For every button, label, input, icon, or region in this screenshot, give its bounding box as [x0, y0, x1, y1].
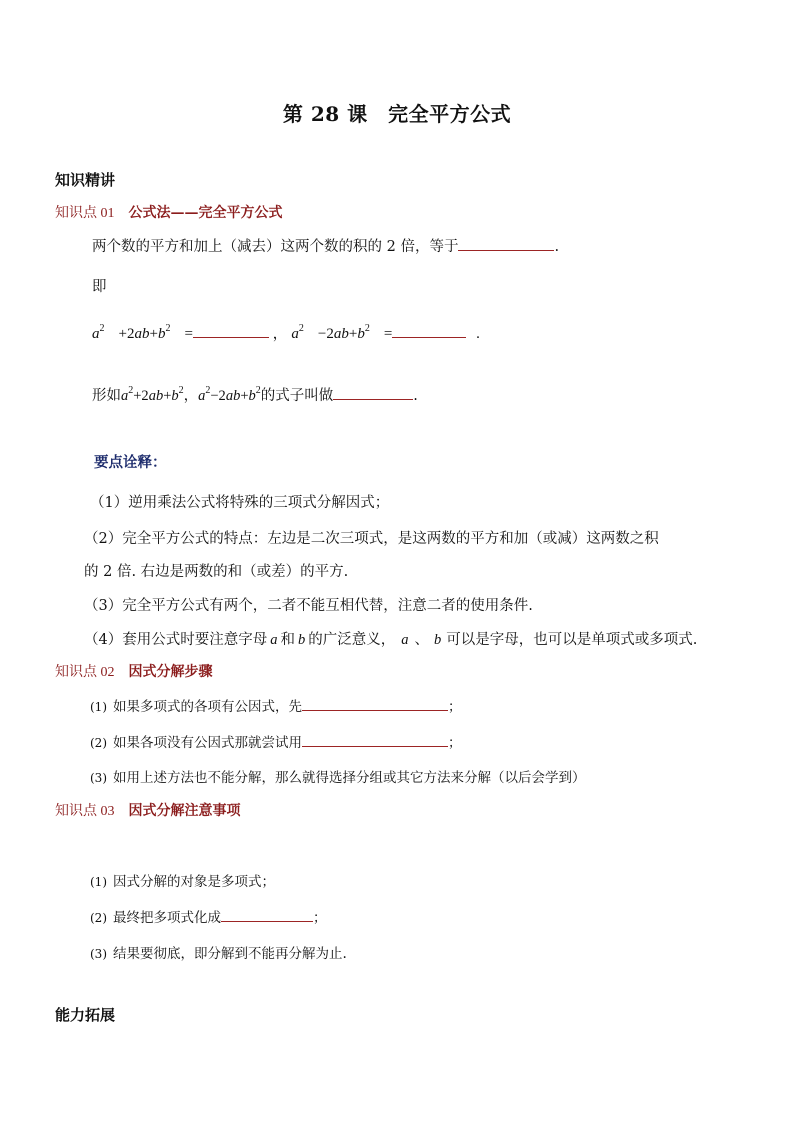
section-heading-ability: 能力拓展	[55, 1006, 116, 1024]
ji-label: 即	[92, 279, 107, 295]
note-item: (3) 结果要彻底，即分解到不能再分解为止.	[90, 946, 347, 962]
step-item: (2) 如果各项没有公因式那就尝试用 ；	[90, 731, 462, 751]
formula-plus: $a^2 +2ab+b^2$ =	[92, 326, 273, 342]
knowledge-point-03	[55, 800, 241, 820]
section-heading-knowledge: 知识精讲	[55, 171, 116, 189]
answer-blank[interactable]	[458, 236, 554, 251]
note-item: (1) 因式分解的对象是多项式；	[90, 874, 275, 890]
kp1-definition	[92, 235, 559, 256]
knowledge-point-01	[55, 202, 283, 222]
key-point-line: （1）逆用乘法公式将特殊的三项式分解因式；	[90, 495, 390, 511]
page-title: 第 28 课 完全平方公式	[282, 102, 512, 126]
knowledge-point-02	[55, 661, 213, 681]
answer-blank[interactable]	[392, 323, 466, 338]
key-points-heading: 要点诠释：	[94, 454, 167, 471]
kp-number: 知识点 03	[55, 804, 115, 819]
expression-minus: $a^2-2ab+b^2$	[198, 385, 261, 404]
formula-line: $a^2 +2ab+b^2$ = ， $a^2 -2ab+b^2$ = .	[92, 323, 480, 342]
step-item: (3) 如用上述方法也不能分解，那么就得选择分组或其它方法来分解（以后会学到）	[90, 770, 586, 786]
kp-title: 因式分解注意事项	[128, 803, 241, 819]
key-point-line: （2）完全平方公式的特点：左边是二次三项式，是这两数的平方和加（或减）这两数之积	[84, 531, 659, 547]
answer-blank[interactable]	[193, 323, 269, 338]
answer-blank[interactable]	[302, 732, 448, 747]
key-point-line: （3）完全平方公式有两个，二者不能互相代替，注意二者的使用条件.	[84, 598, 533, 614]
step-item: (1) 如果多项式的各项有公因式，先 ；	[90, 695, 462, 715]
kp-title: 因式分解步骤	[128, 664, 213, 680]
definition-text: 两个数的平方和加上（减去）这两个数的积的 2 倍，等于	[92, 239, 459, 255]
key-point-line-4: （4）套用公式时要注意字母 a 和 b 的广泛意义， a 、 b 可以是字母，也可以是单项式或多项式.	[84, 632, 698, 648]
formula-minus: $a^2 -2ab+b^2$ =	[291, 326, 470, 342]
answer-blank[interactable]	[221, 907, 313, 922]
form-definition: 形如$a^2+2ab+b^2$，$a^2-2ab+b^2$的式子叫做 .	[92, 385, 418, 404]
answer-blank[interactable]	[302, 696, 448, 711]
kp-title: 公式法——完全平方公式	[128, 205, 283, 221]
key-point-line: 的 2 倍. 右边是两数的和（或差）的平方.	[84, 564, 349, 580]
answer-blank[interactable]	[333, 385, 413, 400]
kp-number: 知识点 02	[55, 665, 115, 680]
period: .	[554, 239, 560, 255]
expression-plus: $a^2+2ab+b^2$	[121, 385, 184, 404]
kp-number: 知识点 01	[55, 206, 115, 221]
note-item: (2) 最终把多项式化成 ；	[90, 906, 327, 926]
